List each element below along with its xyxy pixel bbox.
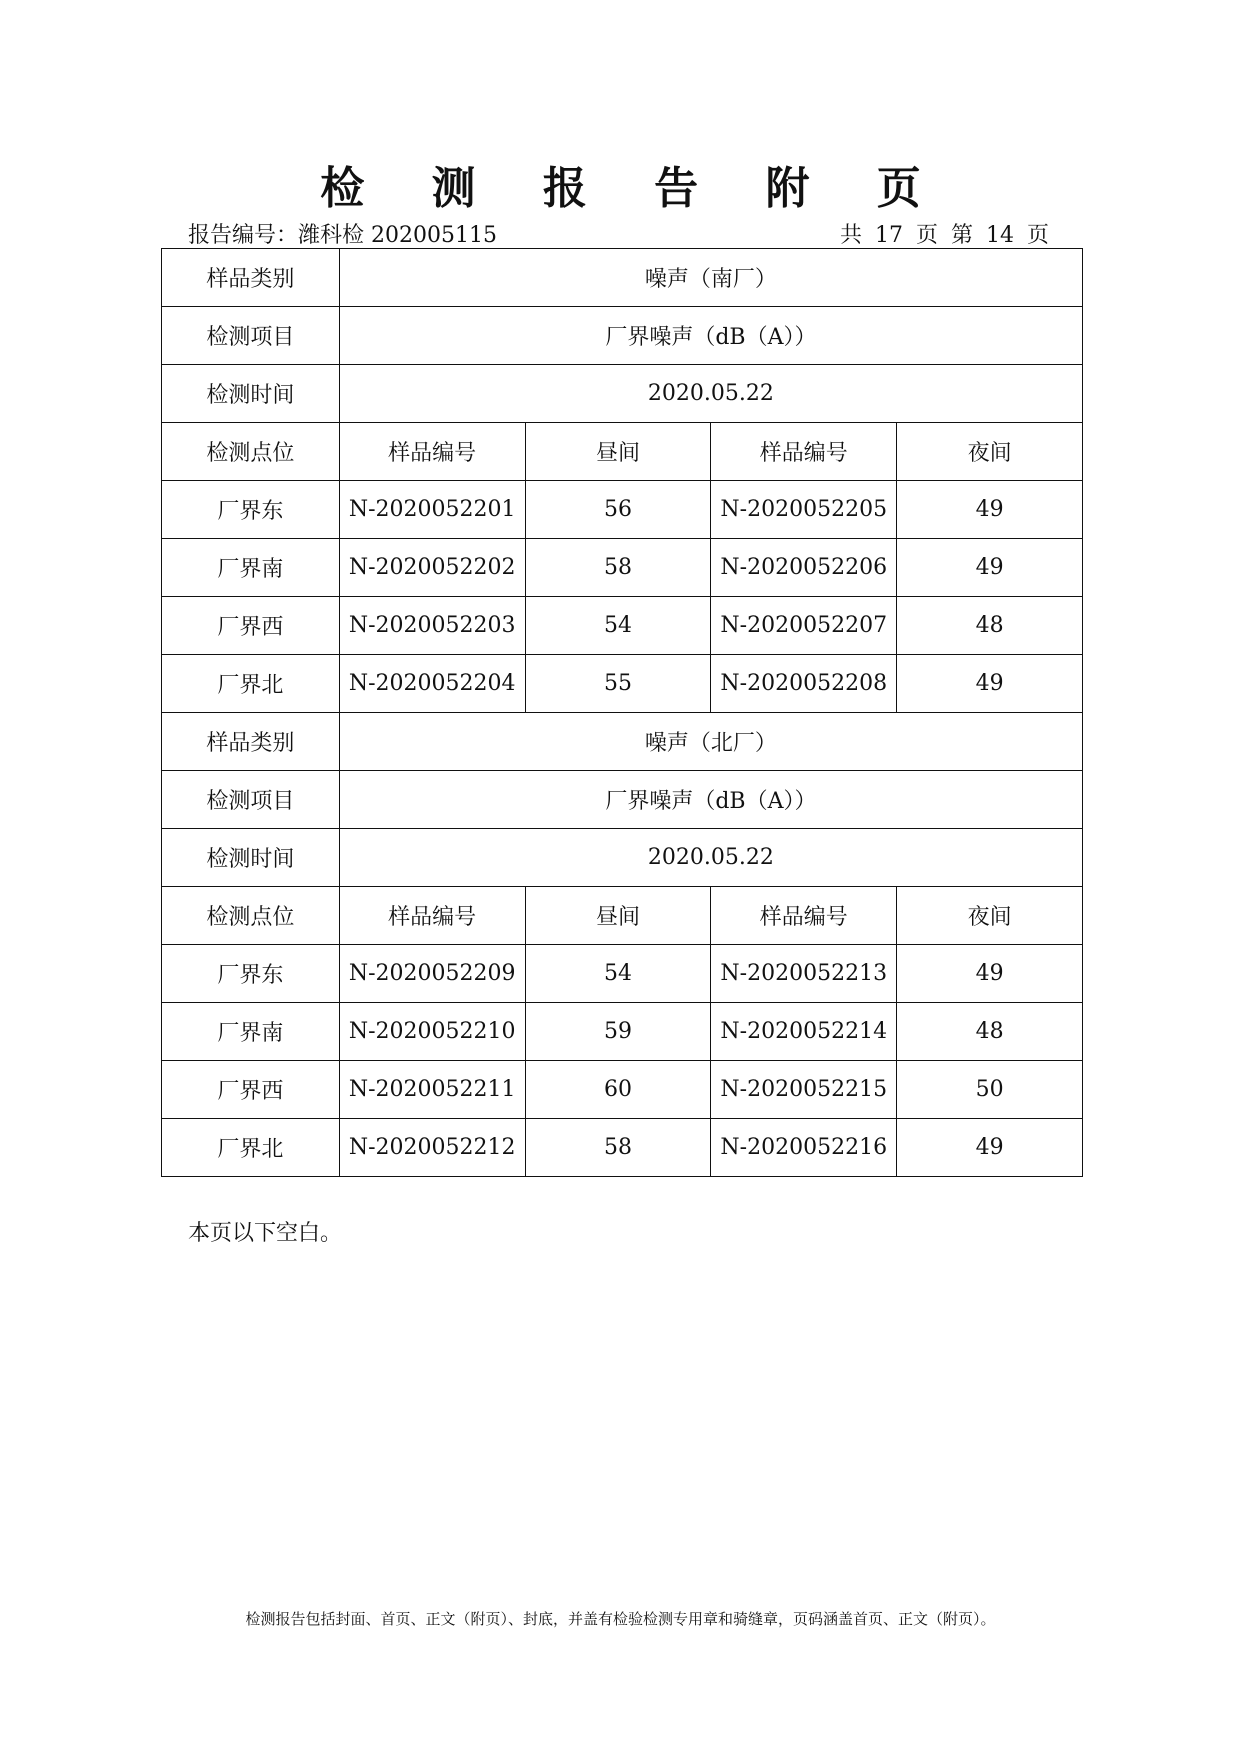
- time-value: 2020.05.22: [339, 829, 1082, 887]
- blank-below-note: 本页以下空白。: [188, 1221, 343, 1246]
- table-cell: N-2020052204: [339, 655, 525, 713]
- table-cell: 49: [897, 945, 1083, 1003]
- table-cell: N-2020052209: [339, 945, 525, 1003]
- category-label: 样品类别: [162, 249, 340, 307]
- category-value: 噪声（南厂）: [339, 249, 1082, 307]
- table-cell: 54: [525, 945, 711, 1003]
- table-row: [162, 539, 1083, 597]
- table-cell: 55: [525, 655, 711, 713]
- item-row: [162, 771, 1083, 829]
- table-cell: 49: [897, 1119, 1083, 1177]
- column-header: 样品编号: [339, 423, 525, 481]
- category-value: 噪声（北厂）: [339, 713, 1082, 771]
- noise-results-table: [161, 248, 1083, 1177]
- table-cell: N-2020052214: [711, 1003, 897, 1061]
- table-cell: 49: [897, 481, 1083, 539]
- table-cell: N-2020052208: [711, 655, 897, 713]
- table-row: [162, 1119, 1083, 1177]
- table-cell: N-2020052216: [711, 1119, 897, 1177]
- column-header: 昼间: [525, 423, 711, 481]
- table-cell: 厂界东: [162, 945, 340, 1003]
- table-cell: 厂界东: [162, 481, 340, 539]
- table-cell: 49: [897, 655, 1083, 713]
- table-cell: N-2020052205: [711, 481, 897, 539]
- table-cell: 厂界南: [162, 1003, 340, 1061]
- table-cell: 厂界西: [162, 597, 340, 655]
- time-value: 2020.05.22: [339, 365, 1082, 423]
- report-number-label: 报告编号：: [188, 223, 299, 248]
- table-cell: 48: [897, 1003, 1083, 1061]
- column-header: 样品编号: [339, 887, 525, 945]
- time-row: [162, 365, 1083, 423]
- page-info: 共 17 页 第 14 页: [840, 223, 1049, 248]
- table-cell: N-2020052211: [339, 1061, 525, 1119]
- table-cell: N-2020052210: [339, 1003, 525, 1061]
- table-cell: N-2020052215: [711, 1061, 897, 1119]
- item-row: [162, 307, 1083, 365]
- table-cell: N-2020052202: [339, 539, 525, 597]
- table-cell: 60: [525, 1061, 711, 1119]
- table-cell: 56: [525, 481, 711, 539]
- table-cell: 49: [897, 539, 1083, 597]
- category-label: 样品类别: [162, 713, 340, 771]
- item-value: 厂界噪声（dB（A））: [339, 771, 1082, 829]
- table-row: [162, 597, 1083, 655]
- column-header: 样品编号: [711, 887, 897, 945]
- column-header: 检测点位: [162, 887, 340, 945]
- category-row: [162, 249, 1083, 307]
- column-header: 昼间: [525, 887, 711, 945]
- report-title: 检 测 报 告 附 页: [320, 163, 947, 214]
- table-cell: 50: [897, 1061, 1083, 1119]
- table-row: [162, 655, 1083, 713]
- table-cell: 58: [525, 1119, 711, 1177]
- column-header: 样品编号: [711, 423, 897, 481]
- time-label: 检测时间: [162, 829, 340, 887]
- time-label: 检测时间: [162, 365, 340, 423]
- table-cell: 厂界北: [162, 655, 340, 713]
- time-row: [162, 829, 1083, 887]
- report-number-value: 潍科检 202005115: [298, 223, 497, 248]
- table-cell: N-2020052206: [711, 539, 897, 597]
- table-row: [162, 945, 1083, 1003]
- table-cell: N-2020052201: [339, 481, 525, 539]
- table-cell: N-2020052207: [711, 597, 897, 655]
- column-header-row: [162, 887, 1083, 945]
- item-label: 检测项目: [162, 771, 340, 829]
- column-header: 检测点位: [162, 423, 340, 481]
- footer-disclaimer: 检测报告包括封面、首页、正文（附页）、封底，并盖有检验检测专用章和骑缝章，页码涵盖首页、正文（附页）。: [245, 1610, 996, 1628]
- table-cell: N-2020052203: [339, 597, 525, 655]
- table-cell: 厂界南: [162, 539, 340, 597]
- category-row: [162, 713, 1083, 771]
- table-row: [162, 1061, 1083, 1119]
- table-cell: 58: [525, 539, 711, 597]
- column-header-row: [162, 423, 1083, 481]
- table-cell: N-2020052213: [711, 945, 897, 1003]
- item-value: 厂界噪声（dB（A））: [339, 307, 1082, 365]
- report-number: [188, 218, 497, 249]
- table-cell: 48: [897, 597, 1083, 655]
- column-header: 夜间: [897, 887, 1083, 945]
- item-label: 检测项目: [162, 307, 340, 365]
- table-row: [162, 1003, 1083, 1061]
- table-cell: 厂界西: [162, 1061, 340, 1119]
- table-cell: 54: [525, 597, 711, 655]
- column-header: 夜间: [897, 423, 1083, 481]
- table-cell: 厂界北: [162, 1119, 340, 1177]
- table-cell: N-2020052212: [339, 1119, 525, 1177]
- table-cell: 59: [525, 1003, 711, 1061]
- table-row: [162, 481, 1083, 539]
